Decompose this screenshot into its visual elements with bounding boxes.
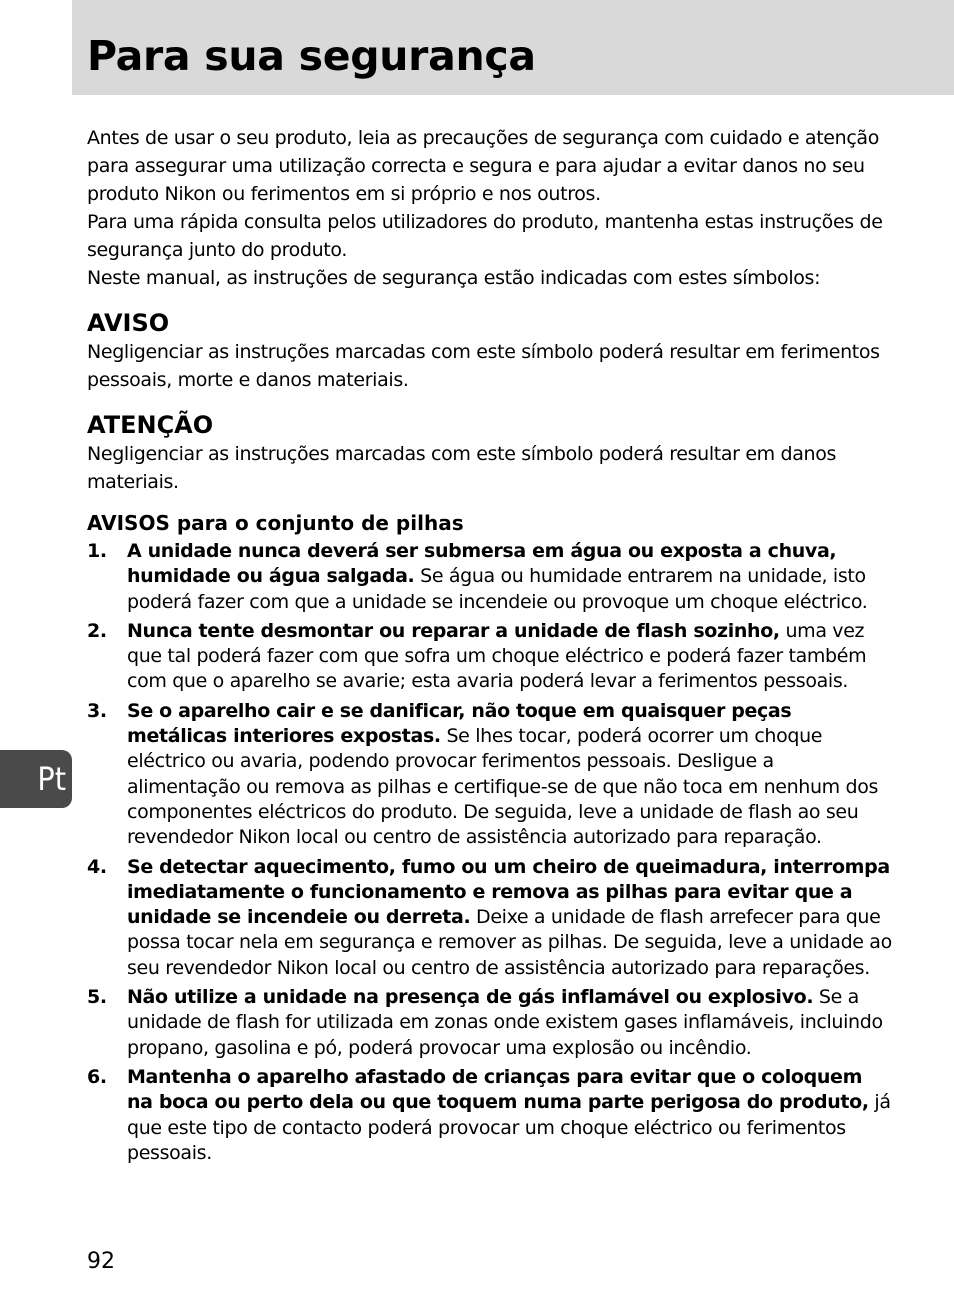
warning-bold-text: Não utilize a unidade na presença de gás inflamável ou explosivo. (127, 986, 814, 1009)
warning-bold-text: Nunca tente desmontar ou reparar a unidade de flash sozinho, (127, 619, 780, 642)
warning-bold-text: Mantenha o aparelho afastado de crianças para evitar que o coloquem na boca ou perto dela ou que toquem numa parte perigosa do produto, (127, 1065, 869, 1114)
atencao-section (87, 410, 892, 496)
atencao-text: Negligenciar as instruções marcadas com este símbolo poderá resultar em danos materiais. (87, 443, 837, 493)
warning-item (87, 985, 892, 1061)
warning-text: uma vez que tal poderá fazer com que sofra um choque eléctrico e poderá fazer também com que o aparelho se avarie; esta avaria poderá levar a ferimentos pessoais. (127, 619, 867, 693)
warnings-list (87, 539, 892, 1166)
intro-block (87, 124, 892, 292)
warning-text: Se a unidade de flash for utilizada em zonas onde existem gases inflamáveis, incluindo propano, gasolina e pó, poderá provocar uma explosão ou incêndio. (127, 986, 883, 1059)
warning-item (87, 539, 892, 615)
intro-paragraph: Para uma rápida consulta pelos utilizadores do produto, mantenha estas instruções de segurança junto do produto. (87, 211, 883, 261)
aviso-text: Negligenciar as instruções marcadas com este símbolo poderá resultar em ferimentos pessoais, morte e danos materiais. (87, 341, 880, 391)
warning-bold-text: Se o aparelho cair e se danificar, não toque em quaisquer peças metálicas interiores expostas. (127, 699, 792, 748)
warning-item (87, 1065, 892, 1166)
warning-text: já que este tipo de contacto poderá provocar um choque eléctrico ou ferimentos pessoais. (127, 1091, 891, 1164)
language-tab: Pt (0, 750, 72, 808)
warning-bold-text: Se detectar aquecimento, fumo ou um cheiro de queimadura, interrompa imediatamente o funcionamento e remova as pilhas para evitar que a unidade se incendeie ou derreta. (127, 855, 890, 929)
warning-text: Deixe a unidade de flash arrefecer para que possa tocar nela em segurança e remover as pilhas. De seguida, leve a unidade ao seu revendedor Nikon local ou centro de assistência autorizado para reparações. (127, 906, 892, 979)
warning-number: 5. (87, 986, 107, 1009)
intro-paragraph: Neste manual, as instruções de segurança estão indicadas com estes símbolos: (87, 267, 821, 289)
warnings-heading: AVISOS para o conjunto de pilhas (87, 511, 464, 535)
page-content (87, 124, 892, 1170)
warning-item (87, 855, 892, 981)
warning-item (87, 619, 892, 695)
warning-number: 2. (87, 619, 107, 642)
atencao-heading: ATENÇÃO (87, 411, 214, 439)
page-number: 92 (87, 1249, 115, 1274)
warning-text: Se lhes tocar, poderá ocorrer um choque eléctrico ou avaria, podendo provocar ferimentos pessoais. Desligue a alimentação ou remova as pilhas e certifique-se de que não toca em nenhum dos componentes eléctricos do produto. De seguida, leve a unidade de flash ao seu revendedor Nikon local ou centro de assistência autorizado para reparação. (127, 725, 879, 849)
warning-number: 4. (87, 855, 107, 878)
page-title: Para sua segurança (87, 32, 536, 80)
warning-number: 6. (87, 1065, 107, 1088)
aviso-heading: AVISO (87, 309, 170, 337)
warning-number: 1. (87, 540, 107, 562)
warning-number: 3. (87, 699, 107, 722)
warning-item (87, 699, 892, 851)
aviso-section (87, 308, 892, 394)
warning-bold-text: A unidade nunca deverá ser submersa em água ou exposta a chuva, humidade ou água salgada. (127, 540, 837, 588)
warning-text: Se água ou humidade entrarem na unidade, isto poderá fazer com que a unidade se incendeie ou provoque um choque eléctrico. (127, 565, 868, 613)
intro-paragraph: Antes de usar o seu produto, leia as precauções de segurança com cuidado e atenção para assegurar uma utilização correcta e segura e para ajudar a evitar danos no seu produto Nikon ou ferimentos em si próprio e nos outros. (87, 127, 879, 205)
